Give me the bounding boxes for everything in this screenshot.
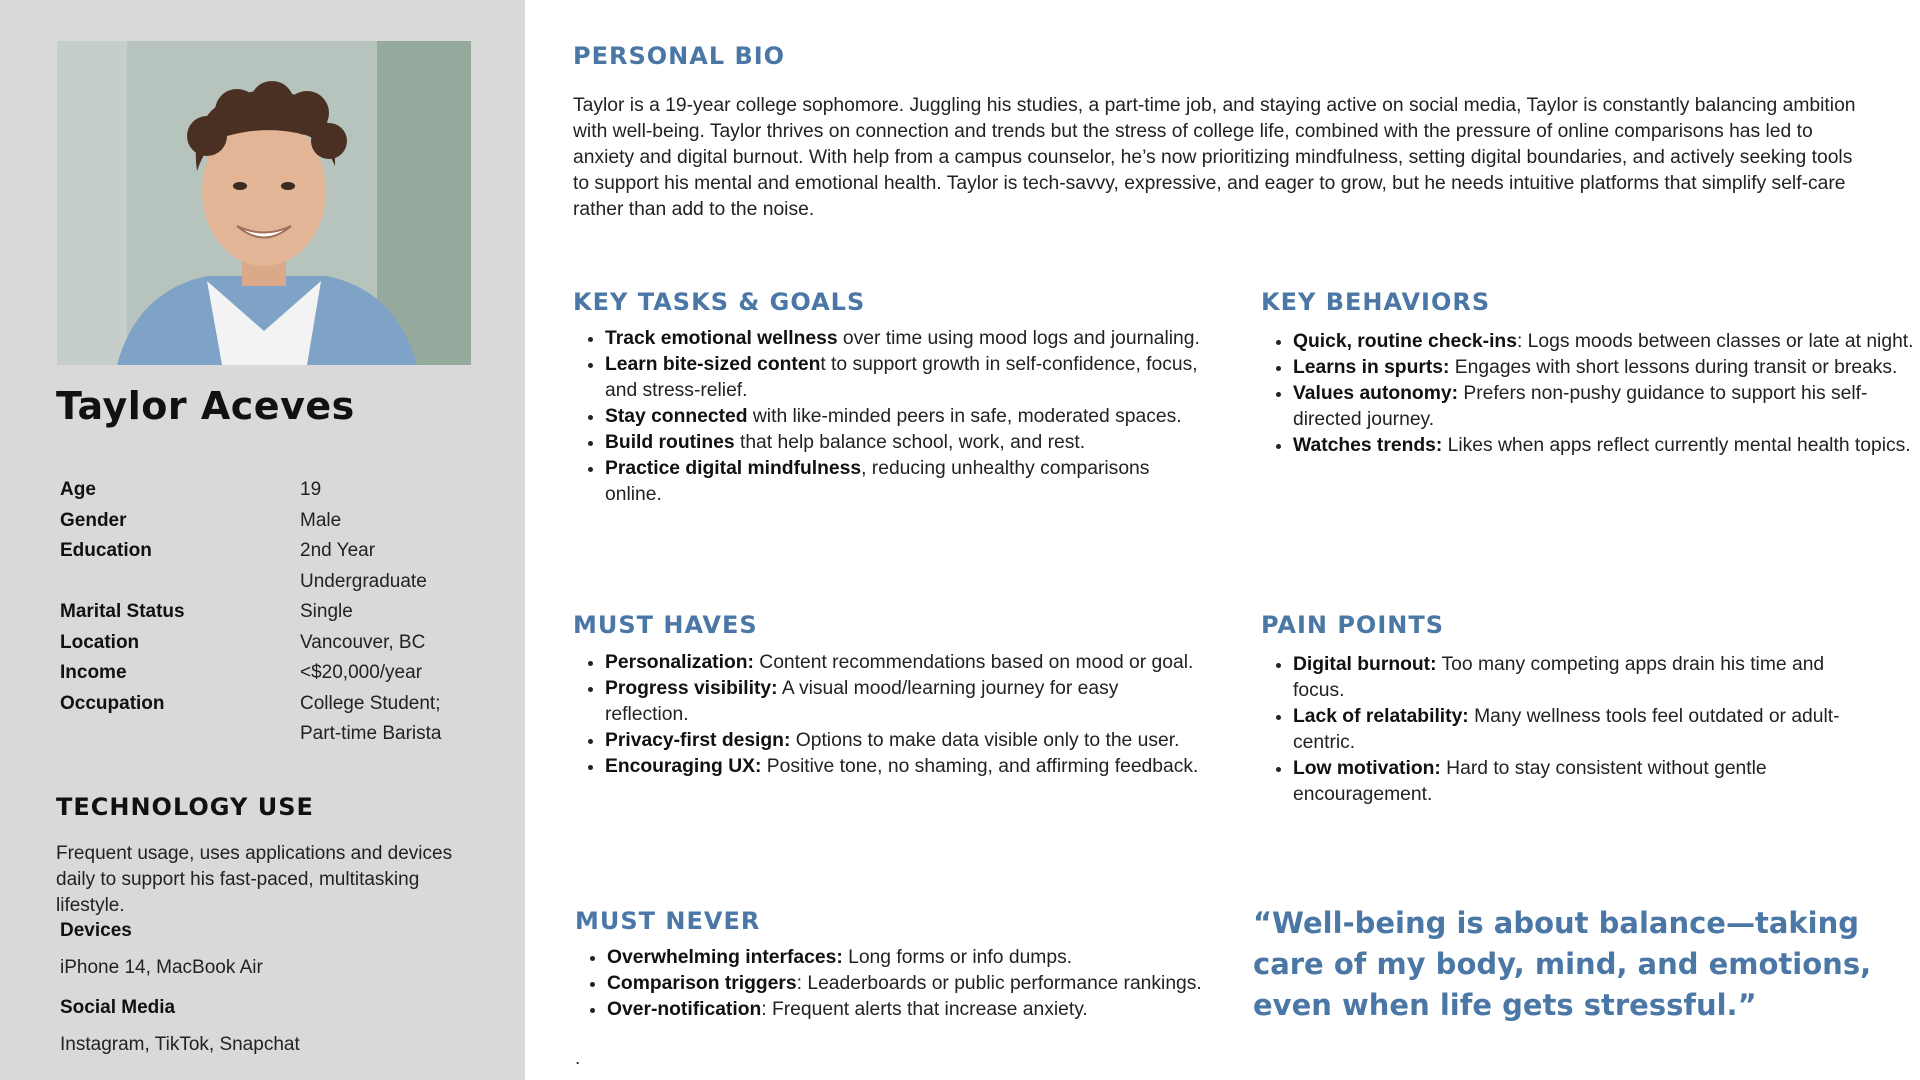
list-item: • Learns in spurts: Engages with short lessons during transit or breaks. bbox=[1293, 355, 1920, 381]
list-item: • Track emotional wellness over time using mood logs and journaling. bbox=[605, 326, 1205, 352]
demographic-row-occupation bbox=[60, 689, 480, 750]
list-item: • Personalization: Content recommendations based on mood or goal. bbox=[605, 650, 1205, 676]
demographic-value: 19 bbox=[300, 479, 322, 500]
technology-use-heading: TECHNOLOGY USE bbox=[56, 793, 314, 821]
must-never-list bbox=[575, 945, 1207, 1023]
key-behaviors-list bbox=[1261, 329, 1920, 459]
demographic-label: Age bbox=[60, 479, 96, 500]
demographic-value: College Student; Part-time Barista bbox=[300, 692, 442, 744]
demographic-label: Gender bbox=[60, 509, 127, 531]
devices-label: Devices bbox=[60, 920, 132, 941]
social-media-label: Social Media bbox=[60, 997, 176, 1018]
list-item: • Comparison triggers: Leaderboards or public performance rankings. bbox=[607, 971, 1207, 997]
list-item: • Stay connected with like-minded peers in safe, moderated spaces. bbox=[605, 404, 1205, 430]
demographic-label: Education bbox=[60, 540, 152, 561]
list-item: • Learn bite-sized content to support growth in self-confidence, focus, and stress-relief. bbox=[605, 352, 1205, 404]
demographic-value: Vancouver, BC bbox=[300, 631, 426, 653]
personal-bio-heading: PERSONAL BIO bbox=[573, 42, 786, 70]
persona-quote: “Well-being is about balance—taking care of my body, mind, and emotions, even when life gets stressful.” bbox=[1253, 906, 1872, 1022]
pain-points-heading: PAIN POINTS bbox=[1261, 611, 1444, 639]
list-item: • Lack of relatability: Many wellness tools feel outdated or adult-centric. bbox=[1293, 704, 1853, 756]
list-item: • Values autonomy: Prefers non-pushy guidance to support his self-directed journey. bbox=[1293, 381, 1920, 433]
list-item: • Quick, routine check-ins: Logs moods between classes or late at night. bbox=[1293, 329, 1920, 355]
key-behaviors-heading: KEY BEHAVIORS bbox=[1261, 288, 1491, 316]
demographic-label: Marital Status bbox=[60, 601, 185, 622]
demographic-row-income bbox=[60, 658, 480, 689]
list-item: • Digital burnout: Too many competing apps drain his time and focus. bbox=[1293, 652, 1853, 704]
demographic-label: Occupation bbox=[60, 692, 165, 714]
pain-points-list bbox=[1261, 652, 1853, 808]
social-media-value: Instagram, TikTok, Snapchat bbox=[60, 1034, 300, 1055]
persona-photo bbox=[57, 41, 471, 365]
must-haves-heading: MUST HAVES bbox=[573, 611, 758, 639]
key-tasks-goals-list bbox=[573, 326, 1205, 508]
trailing-mark: . bbox=[575, 1048, 581, 1069]
list-item: • Practice digital mindfulness, reducing unhealthy comparisons online. bbox=[605, 456, 1205, 508]
demographic-value: <$20,000/year bbox=[300, 662, 423, 683]
list-item: • Watches trends: Likes when apps reflect currently mental health topics. bbox=[1293, 433, 1920, 459]
demographic-label: Income bbox=[60, 662, 127, 683]
demographic-row-location bbox=[60, 628, 480, 659]
devices-value: iPhone 14, MacBook Air bbox=[60, 957, 263, 978]
sidebar bbox=[0, 0, 525, 1080]
demographic-row-age bbox=[60, 475, 480, 506]
demographic-value: Single bbox=[300, 601, 353, 622]
list-item: • Build routines that help balance school, work, and rest. bbox=[605, 430, 1205, 456]
list-item: • Low motivation: Hard to stay consistent without gentle encouragement. bbox=[1293, 756, 1853, 808]
list-item: • Encouraging UX: Positive tone, no shaming, and affirming feedback. bbox=[605, 754, 1205, 780]
key-tasks-goals-heading: KEY TASKS & GOALS bbox=[573, 288, 866, 316]
demographic-row-marital-status bbox=[60, 597, 480, 628]
technology-use-description: Frequent usage, uses applications and devices daily to support his fast-paced, multitasking lifestyle. bbox=[56, 843, 453, 916]
demographic-label: Location bbox=[60, 631, 140, 653]
must-haves-list bbox=[573, 650, 1205, 780]
persona-photo-illustration bbox=[57, 41, 471, 365]
personal-bio-text: Taylor is a 19-year college sophomore. Juggling his studies, a part-time job, and staying active on social media, Taylor is constantly balancing ambition with well-being. Taylor thrives on connection and trends but the stress of college life, combined with the pressure of online comparisons has led to anxiety and digital burnout. With help from a campus counselor, he’s now prioritizing mindfulness, setting digital boundaries, and actively seeking tools to support his mental and emotional health. Taylor is tech-savvy, expressive, and eager to grow, but he needs intuitive platforms that simplify self-care rather than add to the noise. bbox=[573, 95, 1856, 220]
list-item: • Progress visibility: A visual mood/learning journey for easy reflection. bbox=[605, 676, 1205, 728]
persona-name: Taylor Aceves bbox=[56, 384, 355, 428]
demographics-table bbox=[60, 475, 480, 750]
list-item: • Privacy-first design: Options to make data visible only to the user. bbox=[605, 728, 1205, 754]
demographic-row-education bbox=[60, 536, 480, 597]
demographic-value: 2nd Year Undergraduate bbox=[300, 540, 427, 592]
must-never-heading: MUST NEVER bbox=[575, 907, 761, 935]
list-item: • Overwhelming interfaces: Long forms or info dumps. bbox=[607, 945, 1207, 971]
demographic-value: Male bbox=[300, 509, 342, 531]
demographic-row-gender bbox=[60, 506, 480, 537]
list-item: • Over-notification: Frequent alerts that increase anxiety. bbox=[607, 997, 1207, 1023]
